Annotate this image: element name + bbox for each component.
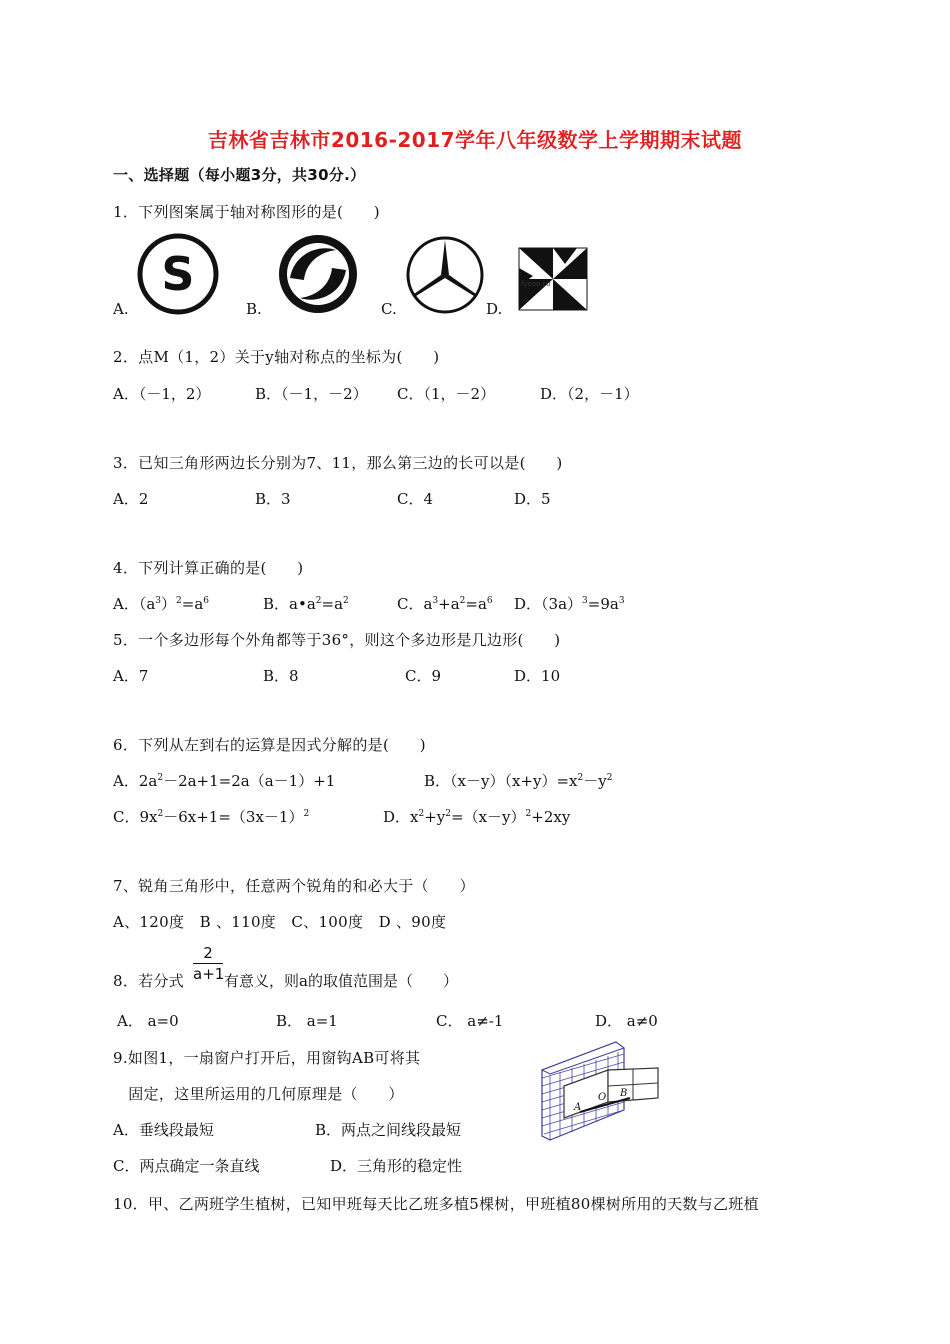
q5-option-d: D．10 xyxy=(514,667,561,685)
q5-option-a: A．7 xyxy=(113,667,149,685)
q8-option-c: C． a≠-1 xyxy=(436,1012,504,1030)
q6-stem: 6．下列从左到右的运算是因式分解的是( ) xyxy=(113,736,426,754)
figure-label-o: O xyxy=(598,1092,607,1103)
q7-options: A、120度 B 、110度 C、100度 D 、90度 xyxy=(113,913,447,931)
logo-s-figure xyxy=(136,232,220,316)
q5-stem: 5．一个多边形每个外角都等于36°，则这个多边形是几边形( ) xyxy=(113,631,561,649)
figure-label-b: B xyxy=(620,1088,628,1099)
q2-stem: 2．点M（1，2）关于y轴对称点的坐标为( ) xyxy=(113,348,440,366)
q5-option-c: C．9 xyxy=(405,667,442,685)
q2-option-a: A．（－1，2） xyxy=(113,385,211,403)
q6-option-a: A．$2a^2-2a+1=2a(a-1)+1$ xyxy=(113,772,336,790)
q3-stem: 3．已知三角形两边长分别为7、11，那么第三边的长可以是( ) xyxy=(113,454,563,472)
q1-option-a: A. xyxy=(113,300,129,318)
q8-stem-suffix: 有意义，则a的取值范围是（ ） xyxy=(224,972,458,990)
q8-option-a: A． a=0 xyxy=(117,1012,179,1030)
q1-option-b: B. xyxy=(246,300,262,318)
svg-text:S: S xyxy=(161,247,195,301)
logo-tristar-figure xyxy=(404,234,486,316)
q1-option-c: C. xyxy=(381,300,397,318)
q2-option-c: C．（1，－2） xyxy=(397,385,496,403)
q2-option-d: D．（2，－1） xyxy=(540,385,639,403)
logo-swirl-figure xyxy=(276,232,360,316)
q9-stem-line1: 9.如图1，一扇窗户打开后，用窗钩AB可将其 xyxy=(113,1049,421,1067)
pinwheel-watermark-text: fyeoo.co xyxy=(521,280,551,288)
logo-pinwheel-figure xyxy=(517,246,589,312)
q4-option-d: D．$(3a)^3=9a^3$ xyxy=(514,595,625,613)
q3-option-a: A．2 xyxy=(113,490,149,508)
page-title: 吉林省吉林市2016-2017学年八年级数学上学期期末试题 xyxy=(207,128,743,152)
q8-numerator: 2 xyxy=(203,944,213,962)
q3-option-d: D．5 xyxy=(514,490,551,508)
figure-label-a: A xyxy=(574,1102,582,1113)
q1-option-d: D. xyxy=(486,300,503,318)
window-hook-figure xyxy=(538,1040,662,1144)
q5-option-b: B．8 xyxy=(263,667,299,685)
q1-stem: 1．下列图案属于轴对称图形的是( ) xyxy=(113,203,380,221)
q9-option-c: C．两点确定一条直线 xyxy=(113,1157,260,1175)
q9-option-a: A．垂线段最短 xyxy=(113,1121,214,1139)
q6-option-c: C．$9x^2-6x+1=(3x-1)^2$ xyxy=(113,808,310,826)
q6-option-d: D．$x^2+y^2=(x-y)^2+2xy$ xyxy=(383,808,571,826)
q3-option-b: B．3 xyxy=(255,490,291,508)
q8-fraction xyxy=(193,944,223,983)
q8-option-d: D． a≠0 xyxy=(595,1012,658,1030)
q2-option-b: B．（－1，－2） xyxy=(255,385,368,403)
q4-option-a: A．$(a^3)^2=a^6$ xyxy=(113,595,210,613)
q3-option-c: C．4 xyxy=(397,490,434,508)
q8-denominator: a+1 xyxy=(193,965,225,983)
q8-stem-prefix: 8．若分式 xyxy=(113,972,185,990)
q9-option-b: B．两点之间线段最短 xyxy=(315,1121,462,1139)
q4-option-c: C．$a^3+a^2=a^6$ xyxy=(397,595,493,613)
section-heading: 一、选择题（每小题3分，共30分.） xyxy=(113,166,366,184)
q9-stem-line2: 固定，这里所运用的几何原理是（ ） xyxy=(113,1085,404,1103)
q4-option-b: B．$a•a^2=a^2$ xyxy=(263,595,349,613)
q10-stem: 10．甲、乙两班学生植树，已知甲班每天比乙班多植5棵树，甲班植80棵树所用的天数与乙班植 xyxy=(113,1195,759,1213)
q9-option-d: D．三角形的稳定性 xyxy=(330,1157,463,1175)
q8-option-b: B． a=1 xyxy=(276,1012,338,1030)
q6-option-b: B．$(x-y)(x+y)=x^2-y^2$ xyxy=(424,772,613,790)
q7-stem: 7、锐角三角形中，任意两个锐角的和必大于（ ） xyxy=(113,877,475,895)
q4-stem: 4．下列计算正确的是( ) xyxy=(113,559,304,577)
